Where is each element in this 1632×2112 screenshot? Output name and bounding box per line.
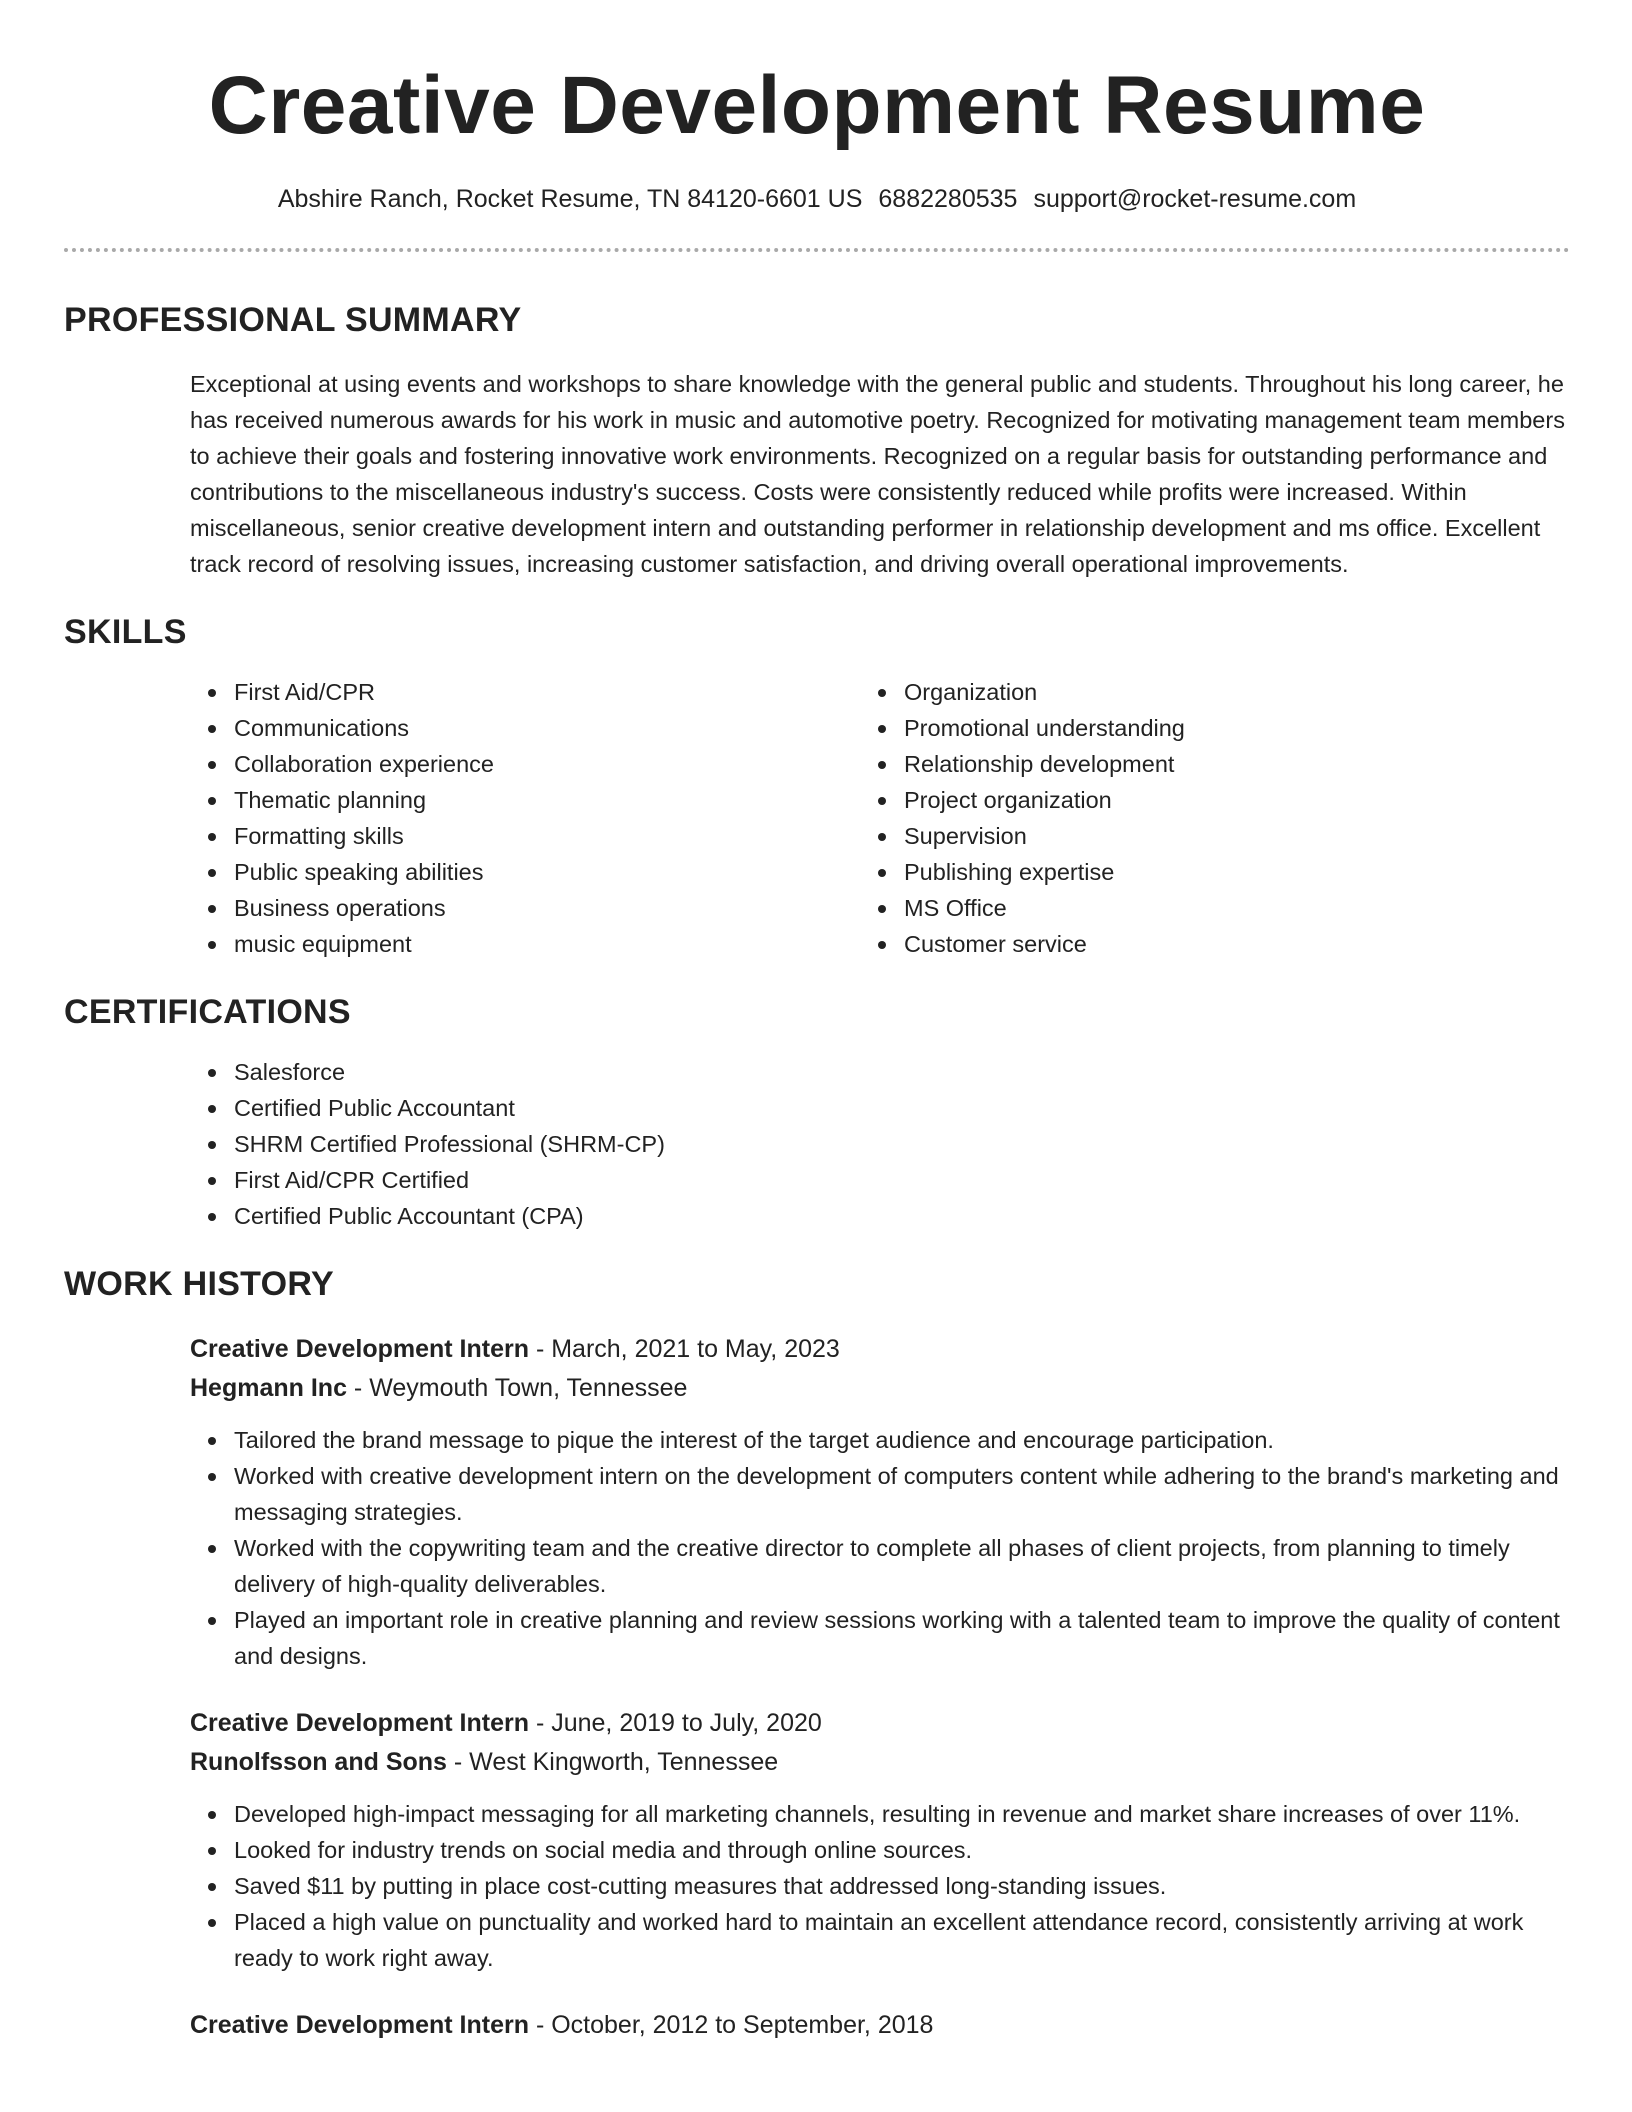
list-item: music equipment (234, 926, 744, 962)
list-item: First Aid/CPR Certified (234, 1162, 1570, 1198)
list-item: Thematic planning (234, 782, 744, 818)
list-item: Business operations (234, 890, 744, 926)
contact-line (64, 182, 1570, 216)
job-dates: - October, 2012 to September, 2018 (529, 2011, 934, 2039)
job-dates: - March, 2021 to May, 2023 (529, 1335, 840, 1363)
job-entry (190, 1330, 1570, 1674)
list-item: Saved $11 by putting in place cost-cutting measures that addressed long-standing issues. (234, 1868, 1570, 1904)
job-role-line (190, 2006, 1570, 2045)
job-bullets (190, 1796, 1570, 1976)
list-item: Supervision (904, 818, 1185, 854)
job-company-line (190, 1743, 1570, 1782)
contact-phone: 6882280535 (878, 185, 1018, 213)
list-item: Communications (234, 710, 744, 746)
list-item: Played an important role in creative planning and review sessions working with a talented team to improve the quality of content and designs. (234, 1602, 1570, 1674)
job-dates: - June, 2019 to July, 2020 (529, 1709, 822, 1737)
certifications-list (64, 1054, 1570, 1234)
list-item: Tailored the brand message to pique the interest of the target audience and encourage participation. (234, 1422, 1570, 1458)
resume-title: Creative Development Resume (208, 60, 1426, 151)
list-item: Certified Public Accountant (CPA) (234, 1198, 1570, 1234)
list-item: Worked with the copywriting team and the creative director to complete all phases of client projects, from planning to timely delivery of high-quality deliverables. (234, 1530, 1570, 1602)
section-title-certifications: CERTIFICATIONS (64, 993, 351, 1031)
list-item: Collaboration experience (234, 746, 744, 782)
job-company: Hegmann Inc (190, 1374, 347, 1402)
list-item: Certified Public Accountant (234, 1090, 1570, 1126)
list-item: Relationship development (904, 746, 1185, 782)
job-role: Creative Development Intern (190, 1709, 529, 1737)
job-location: - West Kingworth, Tennessee (446, 1748, 779, 1776)
list-item: MS Office (904, 890, 1185, 926)
job-role: Creative Development Intern (190, 1335, 529, 1363)
list-item: SHRM Certified Professional (SHRM-CP) (234, 1126, 1570, 1162)
job-entry (190, 1704, 1570, 1976)
list-item: Organization (904, 674, 1185, 710)
list-item: First Aid/CPR (234, 674, 744, 710)
section-title-summary: PROFESSIONAL SUMMARY (64, 301, 522, 339)
job-location: - Weymouth Town, Tennessee (346, 1374, 688, 1402)
section-title-work-history: WORK HISTORY (64, 1265, 334, 1303)
job-entry (190, 2006, 1570, 2045)
list-item: Formatting skills (234, 818, 744, 854)
skills-columns (64, 674, 1570, 962)
list-item: Promotional understanding (904, 710, 1185, 746)
job-role-line (190, 1704, 1570, 1743)
list-item: Looked for industry trends on social media and through online sources. (234, 1832, 1570, 1868)
skills-list-right (744, 674, 1185, 962)
resume-page (64, 0, 1570, 2112)
contact-address: Abshire Ranch, Rocket Resume, TN 84120-6601 US (277, 185, 863, 213)
job-role: Creative Development Intern (190, 2011, 529, 2039)
list-item: Customer service (904, 926, 1185, 962)
list-item: Placed a high value on punctuality and worked hard to maintain an excellent attendance record, consistently arriving at work ready to work right away. (234, 1904, 1570, 1976)
list-item: Publishing expertise (904, 854, 1185, 890)
list-item: Worked with creative development intern on the development of computers content while adhering to the brand's marketing and messaging strategies. (234, 1458, 1570, 1530)
header-divider (64, 248, 1570, 252)
contact-email: support@rocket-resume.com (1033, 185, 1357, 213)
job-bullets (190, 1422, 1570, 1674)
list-item: Public speaking abilities (234, 854, 744, 890)
list-item: Developed high-impact messaging for all marketing channels, resulting in revenue and market share increases of over 11%. (234, 1796, 1570, 1832)
summary-text: Exceptional at using events and workshops to share knowledge with the general public and students. Throughout his long career, he has received numerous awards for his work in music and automotive poetry. Recognized for motivating management team members to achieve their goals and fostering innovative work environments. Recognized on a regular basis for outstanding performance and contributions to the miscellaneous industry's success. Costs were consistently reduced while profits were increased. Within miscellaneous, senior creative development intern and outstanding performer in relationship development and ms office. Excellent track record of resolving issues, increasing customer satisfaction, and driving overall operational improvements. (190, 371, 1565, 577)
job-company: Runolfsson and Sons (190, 1748, 447, 1776)
section-title-skills: SKILLS (64, 613, 187, 651)
job-company-line (190, 1369, 1570, 1408)
skills-list-left (64, 674, 744, 962)
list-item: Salesforce (234, 1054, 1570, 1090)
list-item: Project organization (904, 782, 1185, 818)
job-role-line (190, 1330, 1570, 1369)
